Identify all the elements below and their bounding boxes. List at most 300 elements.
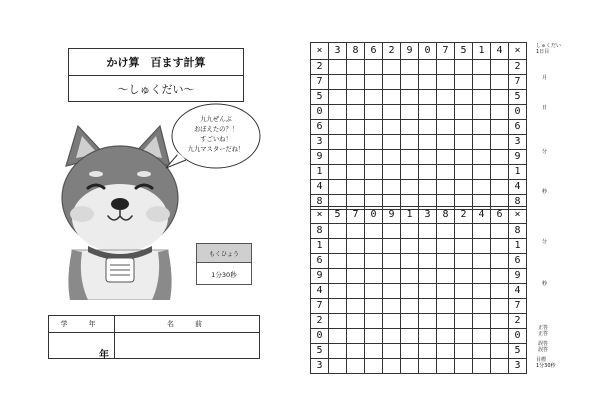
answer-cell[interactable]: [491, 344, 509, 359]
answer-cell[interactable]: [347, 314, 365, 329]
answer-cell[interactable]: [473, 224, 491, 239]
answer-cell[interactable]: [365, 284, 383, 299]
answer-cell[interactable]: [455, 299, 473, 314]
answer-cell[interactable]: [419, 269, 437, 284]
answer-cell[interactable]: [455, 239, 473, 254]
answer-cell[interactable]: [365, 314, 383, 329]
side-label-minute: 分: [542, 149, 548, 155]
grid-row: [311, 254, 527, 269]
grid-body: [311, 224, 527, 374]
answer-cell[interactable]: [383, 150, 401, 165]
row-number: 7: [509, 75, 527, 90]
answer-cell[interactable]: [491, 120, 509, 135]
answer-cell[interactable]: [329, 284, 347, 299]
header-number: 9: [383, 207, 401, 224]
answer-cell[interactable]: [419, 75, 437, 90]
side-label-score: 正答 正答: [538, 325, 549, 337]
row-number: 5: [509, 90, 527, 105]
answer-cell[interactable]: [383, 269, 401, 284]
answer-cell[interactable]: [491, 180, 509, 195]
answer-cell[interactable]: [455, 344, 473, 359]
answer-cell[interactable]: [455, 329, 473, 344]
header-number: 0: [419, 43, 437, 60]
answer-cell[interactable]: [455, 90, 473, 105]
answer-cell[interactable]: [401, 120, 419, 135]
row-number: 9: [509, 150, 527, 165]
answer-cell[interactable]: [347, 239, 365, 254]
answer-cell[interactable]: [347, 254, 365, 269]
answer-cell[interactable]: [419, 120, 437, 135]
answer-cell[interactable]: [473, 150, 491, 165]
grid-row: [311, 329, 527, 344]
answer-cell[interactable]: [365, 239, 383, 254]
answer-cell[interactable]: [365, 120, 383, 135]
worksheet-subtitle: ～しゅくだい～: [117, 82, 195, 96]
answer-cell[interactable]: [419, 359, 437, 374]
grid-row: [311, 239, 527, 254]
grid-row: [311, 75, 527, 90]
row-number: 3: [311, 135, 329, 150]
answer-cell[interactable]: [437, 60, 455, 75]
answer-cell[interactable]: [473, 254, 491, 269]
answer-cell[interactable]: [455, 135, 473, 150]
answer-cell[interactable]: [455, 359, 473, 374]
grid-row: [311, 314, 527, 329]
grid-row: [311, 284, 527, 299]
answer-cell[interactable]: [491, 150, 509, 165]
answer-cell[interactable]: [383, 60, 401, 75]
worksheet-title-box: [68, 48, 244, 102]
grid-row: [311, 165, 527, 180]
grid-row: [311, 224, 527, 239]
answer-cell[interactable]: [329, 314, 347, 329]
speech-line: 九九ぜんぶ: [200, 116, 232, 123]
answer-cell[interactable]: [401, 344, 419, 359]
answer-cell[interactable]: [401, 284, 419, 299]
answer-cell[interactable]: [437, 299, 455, 314]
row-number: 7: [311, 299, 329, 314]
answer-cell[interactable]: [419, 105, 437, 120]
answer-cell[interactable]: [437, 105, 455, 120]
header-number: 5: [329, 207, 347, 224]
answer-cell[interactable]: [347, 90, 365, 105]
answer-cell[interactable]: [329, 329, 347, 344]
header-number: 5: [455, 43, 473, 60]
answer-cell[interactable]: [329, 150, 347, 165]
row-number: 1: [509, 239, 527, 254]
row-number: 6: [311, 120, 329, 135]
grid-operator: ×: [509, 43, 527, 60]
row-number: 6: [509, 254, 527, 269]
goal-box: [196, 243, 252, 285]
header-number: 4: [491, 43, 509, 60]
answer-cell[interactable]: [419, 180, 437, 195]
answer-cell[interactable]: [347, 329, 365, 344]
side-label-minute: 分: [542, 239, 548, 245]
side-label-second: 秒: [542, 281, 548, 287]
answer-cell[interactable]: [365, 180, 383, 195]
answer-cell[interactable]: [437, 180, 455, 195]
answer-cell[interactable]: [491, 224, 509, 239]
answer-cell[interactable]: [329, 239, 347, 254]
answer-cell[interactable]: [365, 135, 383, 150]
answer-cell[interactable]: [383, 180, 401, 195]
answer-cell[interactable]: [491, 254, 509, 269]
answer-cell[interactable]: [365, 359, 383, 374]
answer-cell[interactable]: [437, 359, 455, 374]
grid-header-row: [311, 207, 527, 224]
answer-cell[interactable]: [419, 344, 437, 359]
answer-cell[interactable]: [437, 135, 455, 150]
answer-cell[interactable]: [347, 135, 365, 150]
answer-cell[interactable]: [347, 120, 365, 135]
answer-cell[interactable]: [419, 239, 437, 254]
answer-cell[interactable]: [491, 239, 509, 254]
answer-cell[interactable]: [347, 299, 365, 314]
multiplication-grid-2: [310, 206, 527, 374]
row-number: 7: [311, 75, 329, 90]
answer-cell[interactable]: [419, 284, 437, 299]
answer-cell[interactable]: [347, 359, 365, 374]
answer-cell[interactable]: [401, 75, 419, 90]
answer-cell[interactable]: [347, 269, 365, 284]
answer-cell[interactable]: [401, 299, 419, 314]
answer-cell[interactable]: [383, 254, 401, 269]
answer-cell[interactable]: [347, 224, 365, 239]
answer-cell[interactable]: [329, 269, 347, 284]
answer-cell[interactable]: [473, 344, 491, 359]
grid-row: [311, 359, 527, 374]
answer-cell[interactable]: [365, 224, 383, 239]
answer-cell[interactable]: [383, 359, 401, 374]
answer-cell[interactable]: [401, 269, 419, 284]
answer-cell[interactable]: [473, 329, 491, 344]
grid-row: [311, 150, 527, 165]
speech-line: すごいね！: [200, 136, 232, 143]
grid-body: [311, 60, 527, 210]
answer-cell[interactable]: [401, 60, 419, 75]
answer-cell[interactable]: [383, 90, 401, 105]
answer-cell[interactable]: [455, 120, 473, 135]
answer-cell[interactable]: [455, 105, 473, 120]
grid-row: [311, 299, 527, 314]
header-number: 1: [401, 207, 419, 224]
header-number: 7: [347, 207, 365, 224]
answer-cell[interactable]: [383, 105, 401, 120]
row-number: 5: [311, 344, 329, 359]
answer-cell[interactable]: [383, 120, 401, 135]
answer-cell[interactable]: [491, 329, 509, 344]
header-number: 4: [473, 207, 491, 224]
row-number: 8: [311, 195, 329, 210]
grid-operator: ×: [311, 207, 329, 224]
answer-cell[interactable]: [383, 135, 401, 150]
header-number: 8: [437, 207, 455, 224]
speech-line: 九九マスターだね！: [187, 146, 245, 153]
answer-cell[interactable]: [401, 329, 419, 344]
answer-cell[interactable]: [455, 75, 473, 90]
answer-cell[interactable]: [401, 150, 419, 165]
goal-value: 1分30秒: [211, 270, 237, 279]
name-label: 名 前: [167, 320, 209, 328]
answer-cell[interactable]: [491, 284, 509, 299]
answer-cell[interactable]: [347, 105, 365, 120]
answer-cell[interactable]: [347, 284, 365, 299]
row-number: 1: [311, 165, 329, 180]
answer-cell[interactable]: [491, 60, 509, 75]
grade-suffix: 年: [99, 350, 109, 361]
answer-cell[interactable]: [347, 60, 365, 75]
answer-cell[interactable]: [455, 314, 473, 329]
side-label-second: 秒: [542, 189, 548, 195]
header-number: 6: [491, 207, 509, 224]
grid-row: [311, 269, 527, 284]
answer-cell[interactable]: [401, 359, 419, 374]
row-number: 8: [509, 224, 527, 239]
answer-cell[interactable]: [329, 254, 347, 269]
answer-cell[interactable]: [473, 105, 491, 120]
answer-cell[interactable]: [401, 314, 419, 329]
row-number: 9: [311, 150, 329, 165]
answer-cell[interactable]: [437, 75, 455, 90]
answer-cell[interactable]: [347, 75, 365, 90]
row-number: 9: [311, 269, 329, 284]
row-number: 1: [311, 239, 329, 254]
answer-cell[interactable]: [329, 120, 347, 135]
answer-cell[interactable]: [473, 314, 491, 329]
answer-cell[interactable]: [419, 90, 437, 105]
answer-cell[interactable]: [329, 299, 347, 314]
answer-cell[interactable]: [473, 284, 491, 299]
header-number: 2: [455, 207, 473, 224]
row-number: 0: [509, 329, 527, 344]
multiplication-grid-1: [310, 42, 527, 210]
answer-cell[interactable]: [473, 75, 491, 90]
answer-cell[interactable]: [437, 284, 455, 299]
row-number: 2: [311, 60, 329, 75]
header-number: 7: [437, 43, 455, 60]
row-number: 2: [509, 314, 527, 329]
answer-cell[interactable]: [491, 105, 509, 120]
answer-cell[interactable]: [329, 105, 347, 120]
answer-cell[interactable]: [329, 165, 347, 180]
row-number: 0: [311, 105, 329, 120]
header-number: 6: [365, 43, 383, 60]
grade-label: 学 年: [60, 320, 103, 328]
row-number: 2: [311, 314, 329, 329]
answer-cell[interactable]: [401, 105, 419, 120]
grid-row: [311, 180, 527, 195]
answer-cell[interactable]: [437, 254, 455, 269]
answer-cell[interactable]: [437, 150, 455, 165]
grid-row: [311, 60, 527, 75]
answer-cell[interactable]: [365, 105, 383, 120]
answer-cell[interactable]: [473, 359, 491, 374]
row-number: 3: [311, 359, 329, 374]
answer-cell[interactable]: [383, 314, 401, 329]
side-label-goal: 目標 1分30秒: [536, 357, 556, 369]
answer-cell[interactable]: [455, 165, 473, 180]
answer-cell[interactable]: [473, 135, 491, 150]
answer-cell[interactable]: [473, 239, 491, 254]
answer-cell[interactable]: [329, 60, 347, 75]
answer-cell[interactable]: [347, 180, 365, 195]
answer-cell[interactable]: [437, 90, 455, 105]
side-label-mistake: 誤答 誤答: [538, 341, 549, 353]
row-number: 0: [311, 329, 329, 344]
answer-cell[interactable]: [329, 90, 347, 105]
row-number: 5: [311, 90, 329, 105]
answer-cell[interactable]: [473, 269, 491, 284]
answer-cell[interactable]: [437, 120, 455, 135]
answer-cell[interactable]: [383, 239, 401, 254]
row-number: 3: [509, 359, 527, 374]
answer-cell[interactable]: [329, 180, 347, 195]
answer-cell[interactable]: [419, 299, 437, 314]
answer-cell[interactable]: [491, 75, 509, 90]
answer-cell[interactable]: [329, 344, 347, 359]
answer-cell[interactable]: [383, 224, 401, 239]
answer-cell[interactable]: [419, 165, 437, 180]
answer-cell[interactable]: [365, 165, 383, 180]
answer-cell[interactable]: [365, 90, 383, 105]
answer-cell[interactable]: [491, 314, 509, 329]
answer-cell[interactable]: [437, 344, 455, 359]
answer-cell[interactable]: [473, 90, 491, 105]
header-number: 3: [419, 207, 437, 224]
answer-cell[interactable]: [437, 165, 455, 180]
row-number: 6: [509, 120, 527, 135]
speech-bubble-text: [180, 115, 252, 155]
header-number: 0: [365, 207, 383, 224]
answer-cell[interactable]: [419, 60, 437, 75]
answer-cell[interactable]: [437, 329, 455, 344]
answer-cell[interactable]: [419, 224, 437, 239]
answer-cell[interactable]: [383, 165, 401, 180]
row-number: 8: [311, 224, 329, 239]
answer-cell[interactable]: [419, 135, 437, 150]
answer-cell[interactable]: [455, 284, 473, 299]
side-label-first: しゅくだい 1日目: [536, 43, 562, 55]
answer-cell[interactable]: [329, 224, 347, 239]
answer-cell[interactable]: [365, 269, 383, 284]
answer-cell[interactable]: [473, 299, 491, 314]
answer-cell[interactable]: [401, 239, 419, 254]
row-number: 4: [509, 284, 527, 299]
answer-cell[interactable]: [347, 165, 365, 180]
row-number: 9: [509, 269, 527, 284]
row-number: 6: [311, 254, 329, 269]
answer-cell[interactable]: [401, 90, 419, 105]
grid-row: [311, 120, 527, 135]
grid-row: [311, 90, 527, 105]
row-number: 5: [509, 344, 527, 359]
answer-cell[interactable]: [329, 135, 347, 150]
answer-cell[interactable]: [455, 224, 473, 239]
speech-line: おぼえたの？！: [193, 126, 239, 133]
answer-cell[interactable]: [401, 135, 419, 150]
answer-cell[interactable]: [365, 60, 383, 75]
answer-cell[interactable]: [473, 120, 491, 135]
answer-cell[interactable]: [491, 135, 509, 150]
answer-cell[interactable]: [437, 269, 455, 284]
answer-cell[interactable]: [365, 254, 383, 269]
answer-cell[interactable]: [455, 150, 473, 165]
answer-cell[interactable]: [329, 75, 347, 90]
goal-label: もくひょう: [197, 244, 251, 263]
answer-cell[interactable]: [455, 269, 473, 284]
grid-row: [311, 135, 527, 150]
grid-operator: ×: [311, 43, 329, 60]
grid-row: [311, 344, 527, 359]
header-number: 3: [329, 43, 347, 60]
answer-cell[interactable]: [401, 224, 419, 239]
answer-cell[interactable]: [491, 299, 509, 314]
answer-cell[interactable]: [347, 150, 365, 165]
answer-cell[interactable]: [491, 165, 509, 180]
answer-cell[interactable]: [491, 359, 509, 374]
grid-header-row: [311, 43, 527, 60]
answer-cell[interactable]: [455, 180, 473, 195]
answer-cell[interactable]: [491, 90, 509, 105]
worksheet-title: かけ算 百ます計算: [69, 49, 243, 76]
answer-cell[interactable]: [437, 224, 455, 239]
header-number: 2: [383, 43, 401, 60]
answer-cell[interactable]: [401, 180, 419, 195]
answer-cell[interactable]: [329, 359, 347, 374]
header-number: 8: [347, 43, 365, 60]
answer-cell[interactable]: [383, 75, 401, 90]
answer-cell[interactable]: [383, 344, 401, 359]
answer-cell[interactable]: [365, 75, 383, 90]
answer-cell[interactable]: [419, 254, 437, 269]
answer-cell[interactable]: [455, 60, 473, 75]
answer-cell[interactable]: [383, 329, 401, 344]
answer-cell[interactable]: [419, 329, 437, 344]
name-entry-box: [48, 315, 260, 359]
answer-cell[interactable]: [419, 150, 437, 165]
answer-cell[interactable]: [455, 254, 473, 269]
row-number: 7: [509, 299, 527, 314]
answer-cell[interactable]: [365, 299, 383, 314]
answer-cell[interactable]: [473, 60, 491, 75]
side-label-day: 日: [542, 105, 548, 111]
row-number: 4: [509, 180, 527, 195]
answer-cell[interactable]: [491, 269, 509, 284]
header-number: 9: [401, 43, 419, 60]
side-label-month: 月: [542, 75, 548, 81]
answer-cell[interactable]: [347, 344, 365, 359]
answer-cell[interactable]: [383, 299, 401, 314]
grid-operator: ×: [509, 207, 527, 224]
header-number: 1: [473, 43, 491, 60]
answer-cell[interactable]: [473, 165, 491, 180]
dog-nose: [111, 198, 129, 210]
answer-cell[interactable]: [383, 284, 401, 299]
answer-cell[interactable]: [401, 165, 419, 180]
row-number: 4: [311, 284, 329, 299]
row-number: 4: [311, 180, 329, 195]
answer-cell[interactable]: [401, 254, 419, 269]
answer-cell[interactable]: [437, 239, 455, 254]
answer-cell[interactable]: [365, 150, 383, 165]
answer-cell[interactable]: [473, 180, 491, 195]
answer-cell[interactable]: [365, 344, 383, 359]
answer-cell[interactable]: [437, 314, 455, 329]
answer-cell[interactable]: [365, 329, 383, 344]
row-number: 3: [509, 135, 527, 150]
answer-cell[interactable]: [419, 314, 437, 329]
